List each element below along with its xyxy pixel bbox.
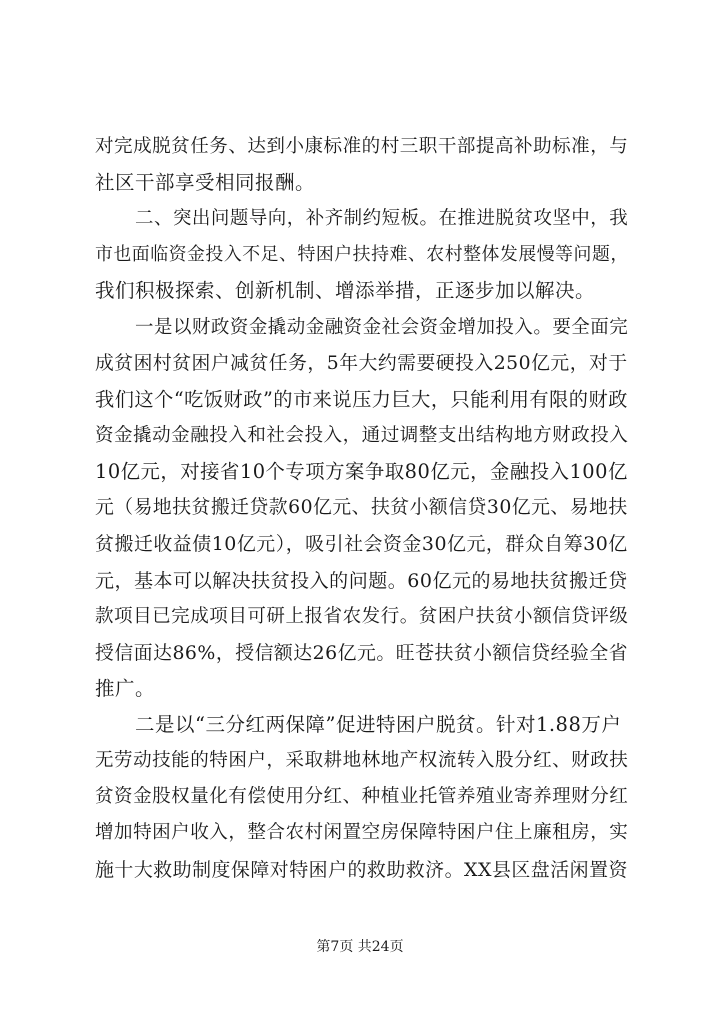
text-line: 授信面达86%，授信额达26亿元。旺苍扶贫小额信贷经验全省 (95, 642, 629, 664)
page-number-footer: 第7页 共24页 (316, 939, 404, 955)
text-line: 一是以财政资金撬动金融资金社会资金增加投入。要全面完 (135, 317, 629, 338)
text-line: 元，基本可以解决扶贫投入的问题。60亿元的易地扶贫搬迁贷 (95, 570, 628, 592)
text-line: 成贫困村贫困户减贫任务，5年大约需要硬投入250亿元，对于 (95, 353, 628, 374)
text-line: 增加特困户收入，整合农村闲置空房保障特困户住上廉租房，实 (95, 822, 629, 843)
text-line: 元（易地扶贫搬迁贷款60亿元、扶贫小额信贷30亿元、易地扶 (95, 497, 628, 518)
text-line: 我们这个“吃饭财政”的市来说压力巨大，只能利用有限的财政 (95, 388, 628, 411)
text-line: 贫搬迁收益债10亿元），吸引社会资金30亿元，群众自筹30亿 (95, 533, 628, 555)
text-line: 二是以“三分红两保障”促进特困户脱贫。针对1.88万户 (135, 713, 622, 736)
text-line: 推广。 (95, 677, 156, 700)
text-line: 款项目已完成项目可研上报省农发行。贫困户扶贫小额信贷评级 (95, 606, 629, 627)
text-line: 10亿元，对接省10个专项方案争取80亿元，金融投入100亿 (95, 460, 628, 483)
text-line: 市也面临资金投入不足、特困户扶持难、农村整体发展慢等问题， (95, 244, 629, 265)
text-line: 社区干部享受相同报酬。 (95, 171, 316, 194)
text-line: 资金撬动金融投入和社会投入，通过调整支出结构地方财政投入 (95, 425, 629, 446)
text-line: 无劳动技能的特困户，采取耕地林地产权流转入股分红、财政扶 (95, 750, 629, 771)
text-line: 施十大救助制度保障对特困户的救助救济。XX县区盘活闲置资 (95, 859, 628, 881)
text-line: 二、突出问题导向，补齐制约短板。在推进脱贫攻坚中，我 (135, 208, 629, 229)
text-line: 对完成脱贫任务、达到小康标准的村三职干部提高补助标准，与 (95, 136, 629, 157)
text-line: 我们积极探索、创新机制、增添举措，正逐步加以解决。 (95, 279, 596, 302)
text-line: 贫资金股权量化有偿使用分红、种植业托管养殖业寄养理财分红 (95, 786, 629, 807)
